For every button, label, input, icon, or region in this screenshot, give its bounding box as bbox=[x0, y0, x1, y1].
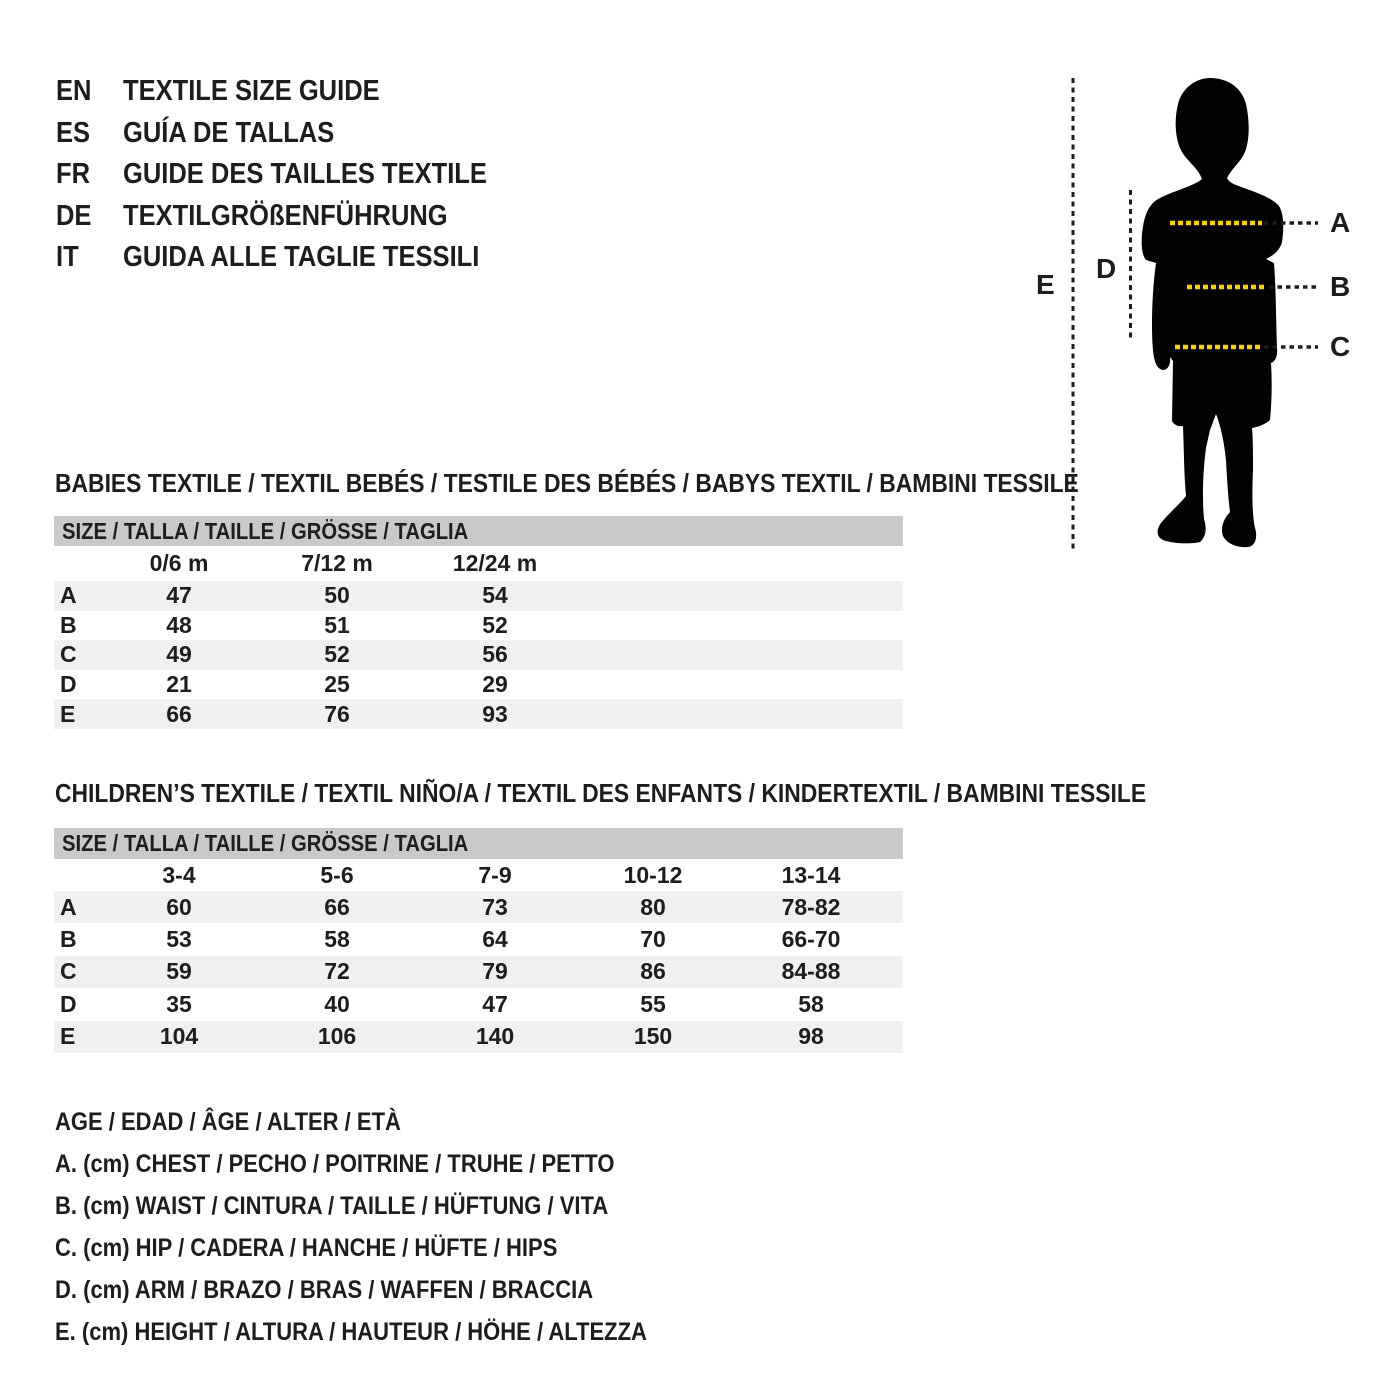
cell-value: 84-88 bbox=[781, 958, 841, 985]
table-row bbox=[54, 956, 903, 988]
language-code: IT bbox=[56, 241, 79, 274]
children-size-table bbox=[54, 828, 903, 1053]
language-code: FR bbox=[56, 158, 91, 191]
table-row bbox=[54, 640, 903, 670]
cell-value: 25 bbox=[324, 671, 350, 698]
legend-line-hip: C. (cm) HIP / CADERA / HANCHE / HÜFTE / HIPS bbox=[55, 1233, 558, 1262]
cell-value: 47 bbox=[166, 582, 192, 609]
cell-value: 66-70 bbox=[781, 926, 841, 953]
language-row-es bbox=[56, 113, 537, 155]
size-header-bar: SIZE / TALLA / TAILLE / GRÖSSE / TAGLIA bbox=[54, 828, 903, 859]
legend-line-waist: B. (cm) WAIST / CINTURA / TAILLE / HÜFTUNG / VITA bbox=[55, 1191, 609, 1220]
cell-value: 73 bbox=[482, 893, 508, 920]
row-label: B bbox=[60, 611, 77, 638]
cell-value: 104 bbox=[159, 1023, 199, 1050]
cell-value: 66 bbox=[324, 893, 350, 920]
column-header: 10-12 bbox=[623, 861, 683, 888]
column-header: 13-14 bbox=[781, 861, 841, 888]
row-label: A bbox=[60, 582, 77, 609]
row-label: D bbox=[60, 671, 77, 698]
row-label: A bbox=[60, 893, 77, 920]
language-title-list bbox=[56, 71, 537, 279]
column-header: 7/12 m bbox=[301, 550, 373, 576]
cell-value: 58 bbox=[798, 990, 824, 1017]
cell-value: 52 bbox=[324, 641, 350, 668]
legend-line-height: E. (cm) HEIGHT / ALTURA / HAUTEUR / HÖHE / ALTEZZA bbox=[55, 1317, 647, 1346]
cell-value: 79 bbox=[482, 958, 508, 985]
babies-section-heading: BABIES TEXTILE / TEXTIL BEBÉS / TESTILE DES BÉBÉS / BABYS TEXTIL / BAMBINI TESSILE bbox=[55, 468, 1079, 498]
language-row-de bbox=[56, 196, 537, 238]
cell-value: 78-82 bbox=[781, 893, 841, 920]
cell-value: 58 bbox=[324, 926, 350, 953]
cell-value: 59 bbox=[166, 958, 192, 985]
cell-value: 60 bbox=[166, 893, 192, 920]
language-title: GUÍA DE TALLAS bbox=[123, 116, 335, 149]
language-code: DE bbox=[56, 199, 92, 232]
legend-line-arm: D. (cm) ARM / BRAZO / BRAS / WAFFEN / BRACCIA bbox=[55, 1275, 594, 1304]
language-title: GUIDE DES TAILLES TEXTILE bbox=[123, 158, 487, 191]
row-label: E bbox=[60, 700, 76, 727]
cell-value: 52 bbox=[482, 611, 508, 638]
column-header-row bbox=[54, 546, 903, 581]
figure-label-c: C bbox=[1330, 331, 1351, 362]
size-header-bar: SIZE / TALLA / TAILLE / GRÖSSE / TAGLIA bbox=[54, 516, 903, 546]
cell-value: 80 bbox=[640, 893, 666, 920]
cell-value: 98 bbox=[798, 1023, 824, 1050]
column-header: 0/6 m bbox=[149, 550, 209, 576]
table-row bbox=[54, 699, 903, 729]
table-row bbox=[54, 891, 903, 923]
cell-value: 47 bbox=[482, 990, 508, 1017]
cell-value: 40 bbox=[324, 990, 350, 1017]
column-header: 3-4 bbox=[162, 861, 196, 888]
cell-value: 29 bbox=[482, 671, 508, 698]
cell-value: 140 bbox=[475, 1023, 515, 1050]
row-label: D bbox=[60, 990, 77, 1017]
figure-label-b: B bbox=[1330, 271, 1351, 302]
legend-line-chest: A. (cm) CHEST / PECHO / POITRINE / TRUHE / PETTO bbox=[55, 1149, 615, 1178]
language-row-en bbox=[56, 71, 537, 113]
babies-size-table bbox=[54, 516, 903, 729]
language-row-it bbox=[56, 237, 537, 279]
figure-label-d: D bbox=[1096, 253, 1117, 284]
table-row bbox=[54, 611, 903, 641]
cell-value: 54 bbox=[482, 582, 508, 609]
cell-value: 50 bbox=[324, 582, 350, 609]
column-header-row bbox=[54, 859, 903, 891]
cell-value: 70 bbox=[640, 926, 666, 953]
cell-value: 21 bbox=[166, 671, 192, 698]
table-row bbox=[54, 1021, 903, 1053]
cell-value: 48 bbox=[166, 611, 192, 638]
cell-value: 76 bbox=[324, 700, 350, 727]
column-header: 7-9 bbox=[478, 861, 512, 888]
row-label: E bbox=[60, 1023, 76, 1050]
measurement-figure bbox=[1030, 55, 1370, 575]
cell-value: 35 bbox=[166, 990, 192, 1017]
children-section-heading: CHILDREN’S TEXTILE / TEXTIL NIÑO/A / TEXTIL DES ENFANTS / KINDERTEXTIL / BAMBINI TESSILE bbox=[55, 778, 1147, 808]
cell-value: 49 bbox=[166, 641, 192, 668]
cell-value: 66 bbox=[166, 700, 192, 727]
cell-value: 93 bbox=[482, 700, 508, 727]
legend-line-age: AGE / EDAD / ÂGE / ALTER / ETÀ bbox=[55, 1107, 401, 1136]
language-row-fr bbox=[56, 154, 537, 196]
cell-value: 53 bbox=[166, 926, 192, 953]
cell-value: 72 bbox=[324, 958, 350, 985]
cell-value: 86 bbox=[640, 958, 666, 985]
figure-label-a: A bbox=[1330, 207, 1351, 238]
table-row bbox=[54, 988, 903, 1020]
table-row bbox=[54, 581, 903, 611]
column-header: 12/24 m bbox=[452, 550, 538, 576]
cell-value: 51 bbox=[324, 611, 350, 638]
cell-value: 106 bbox=[317, 1023, 357, 1050]
row-label: C bbox=[60, 641, 77, 668]
table-row bbox=[54, 670, 903, 700]
cell-value: 56 bbox=[482, 641, 508, 668]
measurement-legend bbox=[55, 1101, 728, 1353]
row-label: B bbox=[60, 926, 77, 953]
table-row bbox=[54, 923, 903, 955]
language-title: TEXTILE SIZE GUIDE bbox=[123, 75, 380, 108]
language-title: GUIDA ALLE TAGLIE TESSILI bbox=[123, 241, 480, 274]
column-header: 5-6 bbox=[320, 861, 354, 888]
cell-value: 64 bbox=[482, 926, 508, 953]
cell-value: 55 bbox=[640, 990, 666, 1017]
figure-label-e: E bbox=[1036, 269, 1055, 300]
language-code: EN bbox=[56, 75, 92, 108]
language-code: ES bbox=[56, 116, 91, 149]
row-label: C bbox=[60, 958, 77, 985]
language-title: TEXTILGRÖßENFÜHRUNG bbox=[123, 199, 448, 232]
cell-value: 150 bbox=[633, 1023, 673, 1050]
